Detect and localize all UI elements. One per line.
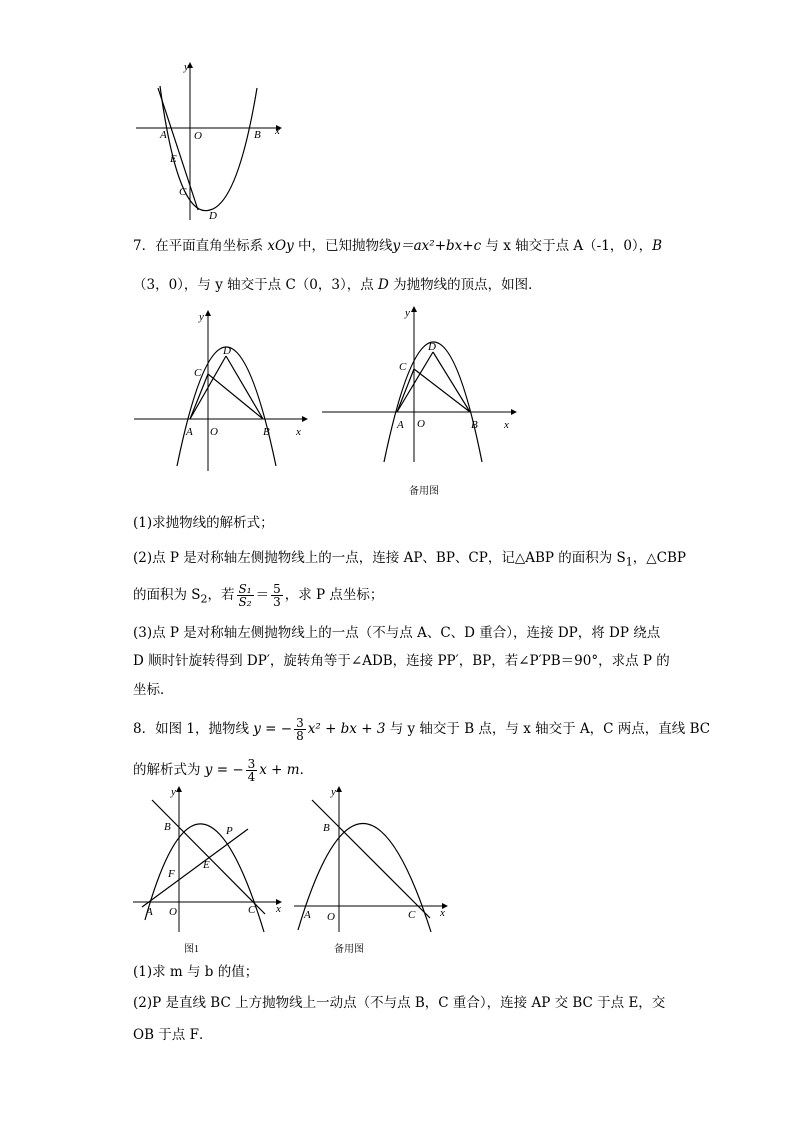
axis-y-label: y bbox=[331, 786, 336, 798]
point-c-label: C bbox=[408, 909, 416, 921]
figure-top-svg bbox=[130, 58, 290, 228]
q7-figure-main-svg bbox=[130, 306, 315, 476]
axis-x-label: x bbox=[296, 426, 301, 438]
q8-figure-1 bbox=[130, 782, 290, 962]
q7-figure-main bbox=[130, 306, 315, 476]
fraction-s1-s2: $\frac{\text{S₁}}{\text{S₂}}$ bbox=[238, 582, 252, 609]
q8-part1: (1)求 m 与 b 的值； bbox=[133, 964, 259, 980]
q8-stem-line1: 8．如图 1，抛物线 y = − $\frac{3}{8}$ x² + bx + 3 与 y 轴交于 B 点，与 x 轴交于 A，C 两点，直线 BC bbox=[133, 716, 711, 743]
figure-1-caption: 图1 bbox=[184, 944, 199, 955]
axis-y-label: y bbox=[184, 61, 189, 73]
origin-label: O bbox=[210, 426, 218, 438]
point-b-label: B bbox=[471, 419, 478, 431]
origin-label: O bbox=[327, 911, 335, 923]
figure-top-parabola bbox=[130, 58, 290, 228]
q8-part2-line1: (2)P 是直线 BC 上方抛物线上一动点（不与点 B，C 重合），连接 AP 交 BC 于点 E，交 bbox=[133, 995, 666, 1011]
axis-x-label: x bbox=[275, 125, 280, 137]
axis-y-label: y bbox=[405, 307, 410, 319]
q8-figure-1-svg bbox=[130, 782, 290, 962]
fraction-3-8: $\frac{3}{8}$ bbox=[296, 716, 304, 743]
point-a-label: A bbox=[146, 906, 153, 918]
q7-part3-line1: (3)点 P 是对称轴左侧抛物线上的一点（不与点 A、C、D 重合），连接 DP，将 DP 绕点 bbox=[133, 625, 661, 641]
point-a-label: A bbox=[304, 909, 311, 921]
point-a-label: A bbox=[397, 419, 404, 431]
fraction-5-3: $\frac{5}{3}$ bbox=[273, 582, 281, 609]
origin-label: O bbox=[417, 418, 425, 430]
axis-x-label: x bbox=[276, 903, 281, 915]
q7-part2-line1: (2)点 P 是对称轴左侧抛物线上的一点，连接 AP、BP、CP，记△ABP 的面积为 $S_1$，△CBP bbox=[133, 550, 687, 569]
axis-x-label: x bbox=[440, 907, 445, 919]
point-a-label: A bbox=[160, 129, 167, 141]
axis-x-label: x bbox=[504, 419, 509, 431]
q7-figure-backup bbox=[318, 302, 528, 502]
backup-caption: 备用图 bbox=[334, 944, 364, 955]
point-c-label: C bbox=[399, 361, 407, 373]
point-a-label: A bbox=[186, 426, 193, 438]
q8-figure-backup-svg bbox=[290, 782, 460, 962]
origin-label: O bbox=[169, 906, 177, 918]
q7-part3-line2: D 顺时针旋转得到 DP′，旋转角等于∠ADB，连接 PP′，BP，若∠P′PB＝90°，求点 P 的 bbox=[133, 653, 670, 669]
q7-stem-line1: 7．在平面直角坐标系 xOy 中，已知抛物线y＝ax²+bx+c 与 x 轴交于点 A（-1，0），B bbox=[133, 238, 663, 254]
fraction-3-4: $\frac{3}{4}$ bbox=[247, 757, 256, 784]
point-c-label: C bbox=[194, 367, 202, 379]
point-b-label: B bbox=[254, 129, 261, 141]
q7-part1: (1)求抛物线的解析式； bbox=[133, 515, 274, 531]
q8-stem-line2: 的解析式为 y = − $\frac{3}{4}$ x + m． bbox=[133, 757, 314, 784]
point-c-label: C bbox=[179, 186, 187, 198]
point-d-label: D bbox=[209, 210, 217, 222]
point-e-label: E bbox=[170, 153, 177, 165]
point-f-label: F bbox=[168, 868, 175, 880]
point-p-label: P bbox=[226, 825, 233, 837]
q8-part2-line2: OB 于点 F． bbox=[133, 1027, 213, 1043]
point-b-label: B bbox=[164, 821, 171, 833]
point-b-label: B bbox=[323, 822, 330, 834]
origin-label: O bbox=[194, 130, 202, 142]
q7-part2-line2: 的面积为 $S_2$，若 $\frac{\text{S₁}}{\text{S₂}}$ ＝ $\frac{5}{3}$ ，求 P 点坐标； bbox=[133, 582, 384, 609]
point-d-label: D bbox=[223, 345, 231, 357]
point-c-label: C bbox=[248, 904, 256, 916]
backup-caption: 备用图 bbox=[409, 486, 439, 497]
axis-y-label: y bbox=[171, 786, 176, 798]
q7-stem-line2: （3，0），与 y 轴交于点 C（0，3），点 D 为抛物线的顶点，如图． bbox=[133, 277, 542, 293]
q7-figure-backup-svg bbox=[318, 302, 528, 502]
point-d-label: D bbox=[428, 341, 436, 353]
q7-part3-line3: 坐标． bbox=[133, 682, 174, 698]
q8-figure-backup bbox=[290, 782, 460, 962]
point-e-label: E bbox=[203, 859, 210, 871]
point-b-label: B bbox=[263, 426, 270, 438]
axis-y-label: y bbox=[199, 311, 204, 323]
